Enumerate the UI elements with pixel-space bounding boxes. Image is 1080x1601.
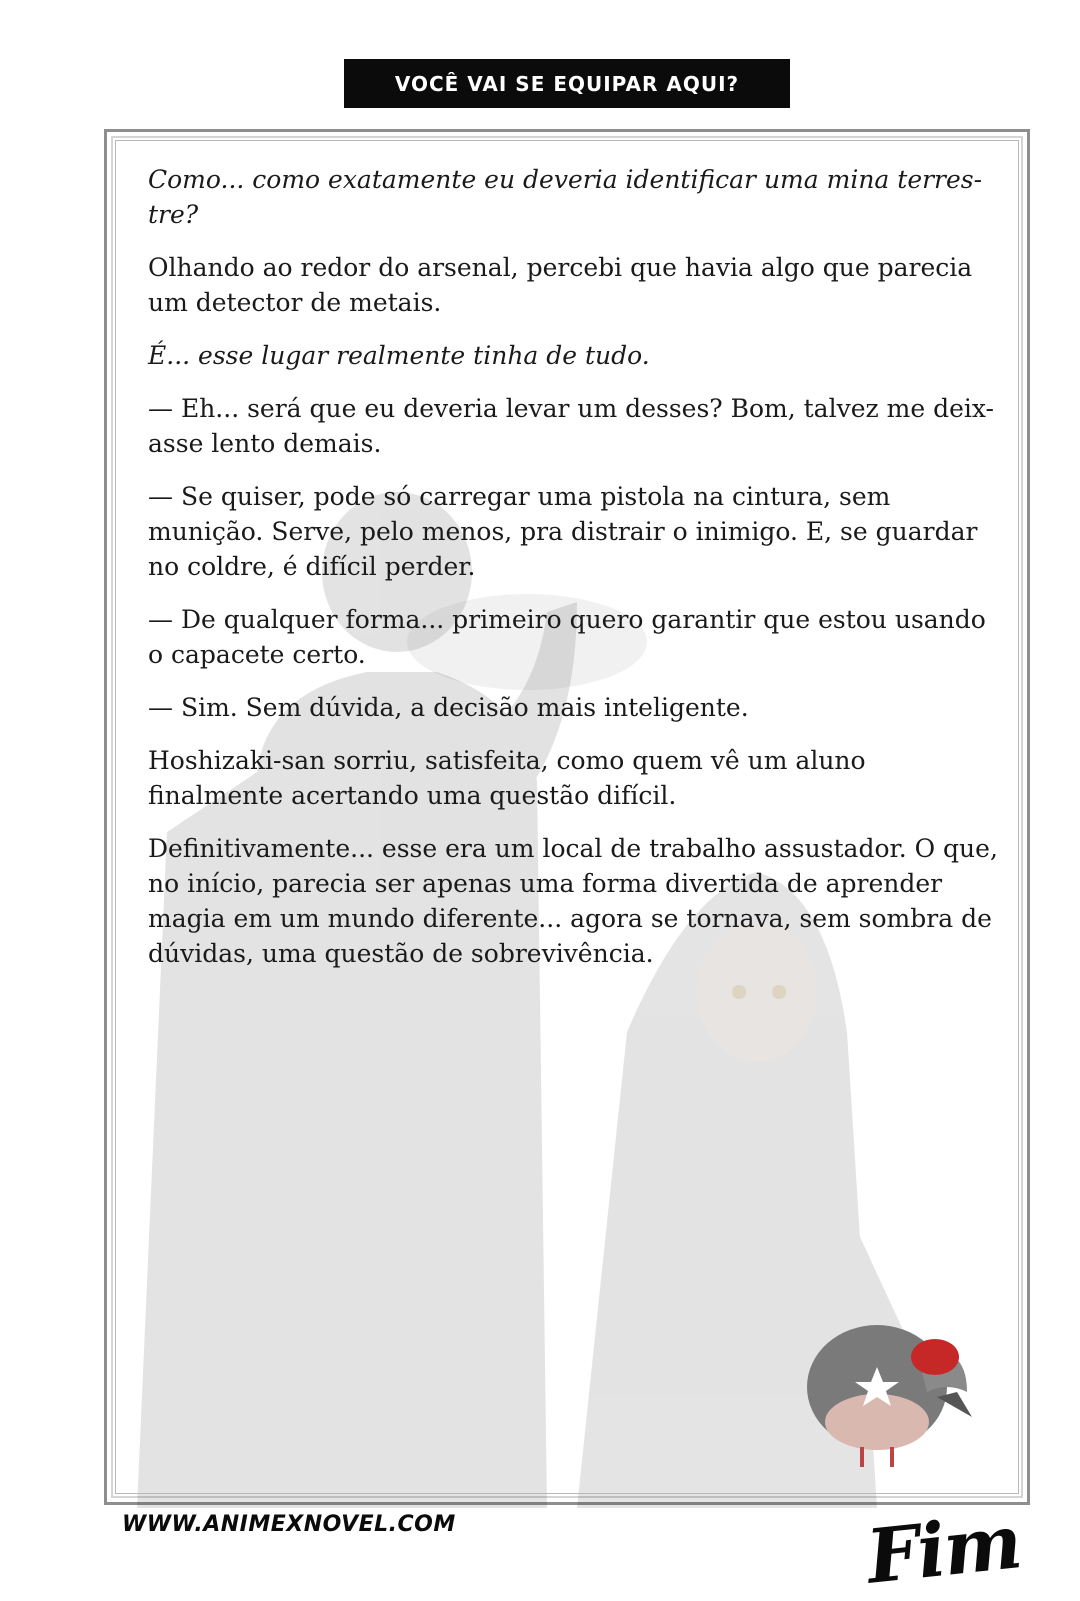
paragraph: — Eh... será que eu deveria levar um desses? Bom, talvez me deix-asse lento demais. [148, 394, 994, 458]
bird-mascot-icon [767, 1282, 1027, 1472]
paragraph: — De qualquer forma... primeiro quero garantir que estou usando o capacete certo. [148, 605, 986, 669]
body-text [148, 162, 1008, 989]
ending-signature: Fim [862, 1499, 1025, 1601]
paragraph: Olhando ao redor do arsenal, percebi que havia algo que parecia um detector de metais. [148, 253, 973, 317]
chapter-title-banner [344, 59, 790, 108]
paragraph: Como... como exatamente eu deveria identificar uma mina terres-tre? [148, 165, 983, 229]
paragraph: — Se quiser, pode só carregar uma pistola na cintura, sem munição. Serve, pelo menos, pra distrair o inimigo. E, se guardar no coldre, é difícil perder. [148, 482, 978, 581]
website-url: WWW.ANIMEXNOVEL.COM [122, 1512, 456, 1537]
paragraph: É... esse lugar realmente tinha de tudo. [148, 341, 650, 370]
paragraph: — Sim. Sem dúvida, a decisão mais inteligente. [148, 693, 749, 722]
paragraph: Hoshizaki-san sorriu, satisfeita, como quem vê um aluno finalmente acertando uma questão difícil. [148, 746, 866, 810]
chapter-title: VOCÊ VAI SE EQUIPAR AQUI? [394, 71, 740, 96]
paragraph: Definitivamente... esse era um local de trabalho assustador. O que, no início, parecia ser apenas uma forma divertida de aprender magia em um mundo diferente... agora se tornava, sem sombra de dúvidas, uma questão de sobrevivência. [148, 834, 998, 968]
